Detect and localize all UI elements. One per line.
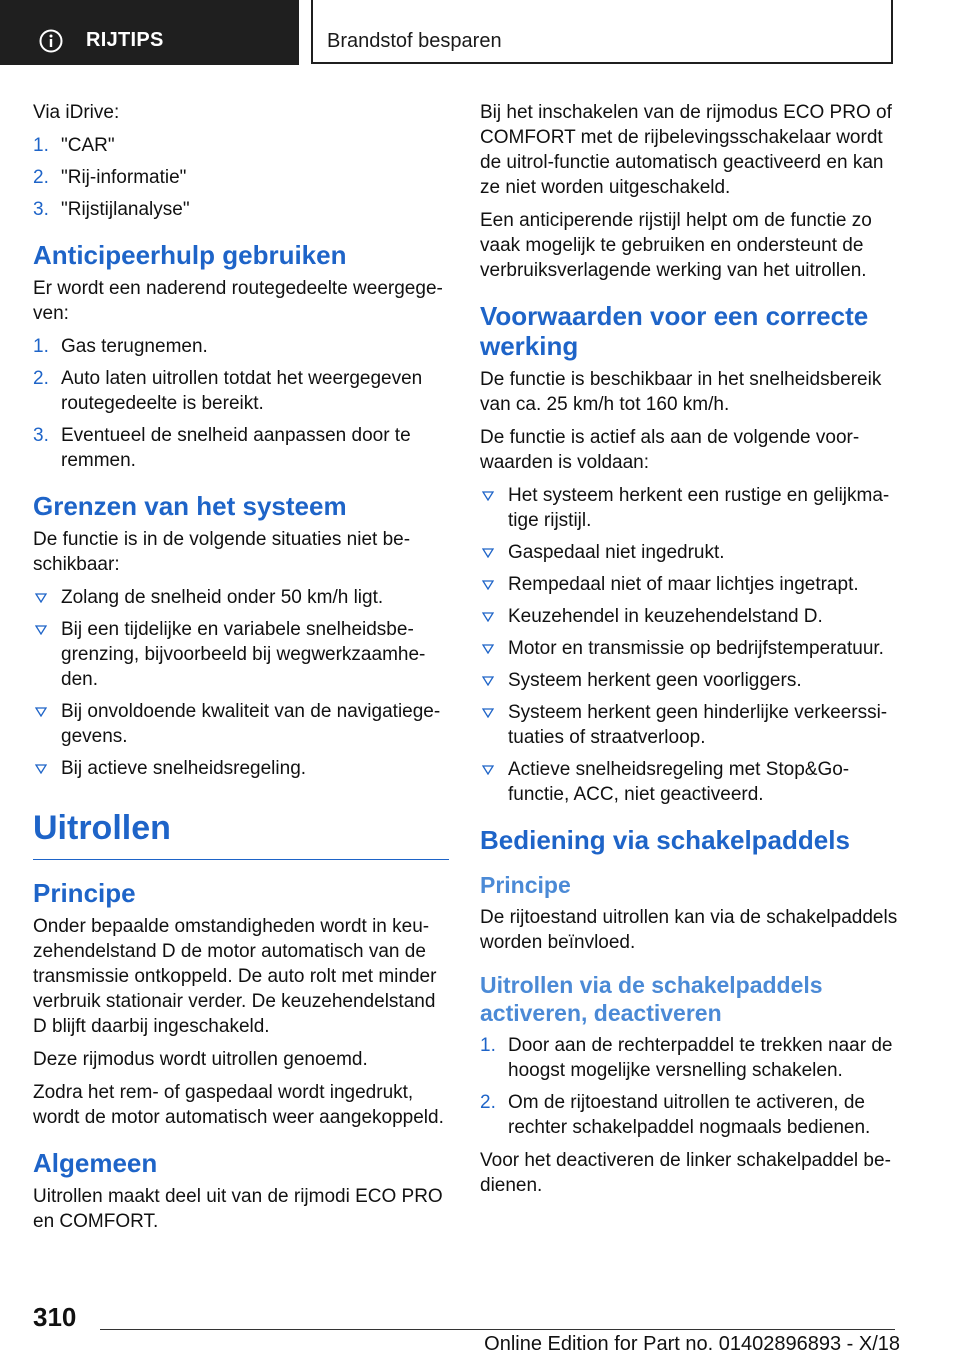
activeren-steps [480,1033,898,1140]
step-text: Door aan de rechterpaddel te trekken naar de hoogst mogelijke versnelling schakelen. [508,1035,893,1081]
list-item [480,572,898,597]
list-item [480,757,898,807]
voorwaarden-paragraph-1: De functie is beschikbaar in het snelheidsbereik van ca. 25 km/h tot 160 km/h. [480,369,882,415]
list-item [33,165,449,190]
list-item [480,1033,898,1083]
step-text: Om de rijtoestand uitrollen te activeren, de rechter schakelpaddel nogmaals bedienen. [508,1092,871,1138]
step-text: Eventueel de snelheid aanpassen door te remmen. [61,425,411,471]
list-item [480,1090,898,1140]
triangle-bullet-icon [482,644,494,654]
idrive-steps [33,133,449,222]
heading-voorwaarden: Voorwaarden voor een correcte werking [480,301,869,361]
voorwaarden-list [480,483,898,807]
page-header [0,0,960,66]
list-text: Gaspedaal niet ingedrukt. [508,542,725,563]
principe-paragraph-1: Onder bepaalde omstandigheden wordt in keuzehendelstand D de motor automatisch van de transmissie ontkoppeld. De auto rolt met minder verbruik stationair verder. De keuzehendelstand D blijft daarbij ingeschakeld. [33,916,437,1037]
triangle-bullet-icon [482,491,494,501]
principe-paragraph: De rijtoestand uitrollen kan via de schakelpaddels worden beïnvloed. [480,907,898,953]
grenzen-list [33,585,449,781]
section-tab [0,0,299,65]
list-item [480,700,898,750]
list-item [33,197,449,222]
list-item [480,668,898,693]
list-item [33,617,449,692]
triangle-bullet-icon [35,707,47,717]
via-idrive-label: Via iDrive: [33,102,120,123]
heading-principe-sub: Principe [480,872,571,898]
list-item [33,334,449,359]
triangle-bullet-icon [482,612,494,622]
page-number: 310 [33,1302,77,1332]
step-text: Gas terugnemen. [61,336,208,357]
grenzen-intro: De functie is in de volgende situaties niet beschikbaar: [33,529,411,575]
step-text: Auto laten uitrollen totdat het weergegeven routegedeelte is bereikt. [61,368,423,414]
list-item [33,133,449,158]
edition-text: Online Edition for Part no. 01402896893 - X/18 [484,1333,900,1355]
left-column [33,100,449,1242]
heading-anticipeerhulp: Anticipeerhulp gebruiken [33,240,347,270]
list-text: Het systeem herkent een rustige en gelijkmatige rijstijl. [508,485,890,531]
list-item [33,585,449,610]
eco-pro-paragraph: Bij het inschakelen van de rijmodus ECO PRO of COMFORT met de rijbelevingsschakelaar wordt de uitrol-functie automatisch geactiveerd en kan ze niet worden uitgeschakeld. [480,102,892,198]
list-text: Rempedaal niet of maar lichtjes ingetrapt. [508,574,859,595]
list-text: Bij een tijdelijke en variabele snelheidsbegrenzing, bijvoorbeeld bij wegwerkzaamheden. [61,619,426,690]
list-item [33,423,449,473]
list-text: Actieve snelheidsregeling met Stop&Go-functie, ACC, niet geactiveerd. [508,759,850,805]
triangle-bullet-icon [482,548,494,558]
list-text: Systeem herkent geen hinderlijke verkeerssituaties of straatverloop. [508,702,888,748]
step-number: 3. [33,425,49,446]
list-item [480,483,898,533]
list-text: Keuzehendel in keuzehendelstand D. [508,606,823,627]
step-text: "Rijstijlanalyse" [61,199,190,220]
info-icon [39,29,63,53]
deactiveren-paragraph: Voor het deactiveren de linker schakelpaddel bedienen. [480,1150,891,1196]
list-text: Bij onvoldoende kwaliteit van de navigatiegegevens. [61,701,441,747]
list-item [33,366,449,416]
heading-activeren: Uitrollen via de schakelpaddels activeren, deactiveren [480,972,823,1026]
triangle-bullet-icon [482,708,494,718]
principe-paragraph-2: Deze rijmodus wordt uitrollen genoemd. [33,1049,368,1070]
step-number: 1. [33,135,49,156]
section-label: RIJTIPS [86,29,164,51]
triangle-bullet-icon [35,593,47,603]
chapter-title: Brandstof besparen [327,30,502,52]
heading-bediening: Bediening via schakelpaddels [480,825,850,855]
algemeen-paragraph: Uitrollen maakt deel uit van de rijmodi ECO PRO en COMFORT. [33,1186,443,1232]
triangle-bullet-icon [35,764,47,774]
list-item [33,699,449,749]
list-text: Systeem herkent geen voorliggers. [508,670,802,691]
anticipeer-steps [33,334,449,473]
step-number: 1. [480,1035,496,1056]
triangle-bullet-icon [35,625,47,635]
heading-algemeen: Algemeen [33,1148,158,1178]
right-column [480,100,898,1206]
triangle-bullet-icon [482,765,494,775]
list-text: Bij actieve snelheidsregeling. [61,758,307,779]
step-number: 3. [33,199,49,220]
triangle-bullet-icon [482,676,494,686]
step-number: 2. [480,1092,496,1113]
chapter-box [311,0,893,64]
list-text: Motor en transmissie op bedrijfstemperatuur. [508,638,884,659]
heading-principe: Principe [33,878,136,908]
step-number: 2. [33,368,49,389]
list-text: Zolang de snelheid onder 50 km/h ligt. [61,587,384,608]
list-item [480,540,898,565]
step-text: "Rij-informatie" [61,167,187,188]
list-item [480,604,898,629]
list-item [33,756,449,781]
triangle-bullet-icon [482,580,494,590]
heading-uitrollen: Uitrollen [33,807,449,860]
anticipeer-intro: Er wordt een naderend routegedeelte weergegeven: [33,278,443,324]
footer-divider [100,1329,895,1330]
step-number: 1. [33,336,49,357]
heading-grenzen: Grenzen van het systeem [33,491,347,521]
principe-paragraph-3: Zodra het rem- of gaspedaal wordt ingedrukt, wordt de motor automatisch weer aangekoppeld. [33,1082,444,1128]
voorwaarden-paragraph-2: De functie is actief als aan de volgende voorwaarden is voldaan: [480,427,860,473]
step-number: 2. [33,167,49,188]
list-item [480,636,898,661]
anticipating-paragraph: Een anticiperende rijstijl helpt om de functie zo vaak mogelijk te gebruiken en ondersteunt de verbruiksverlagende werking van het uitrollen. [480,210,872,281]
step-text: "CAR" [61,135,115,156]
